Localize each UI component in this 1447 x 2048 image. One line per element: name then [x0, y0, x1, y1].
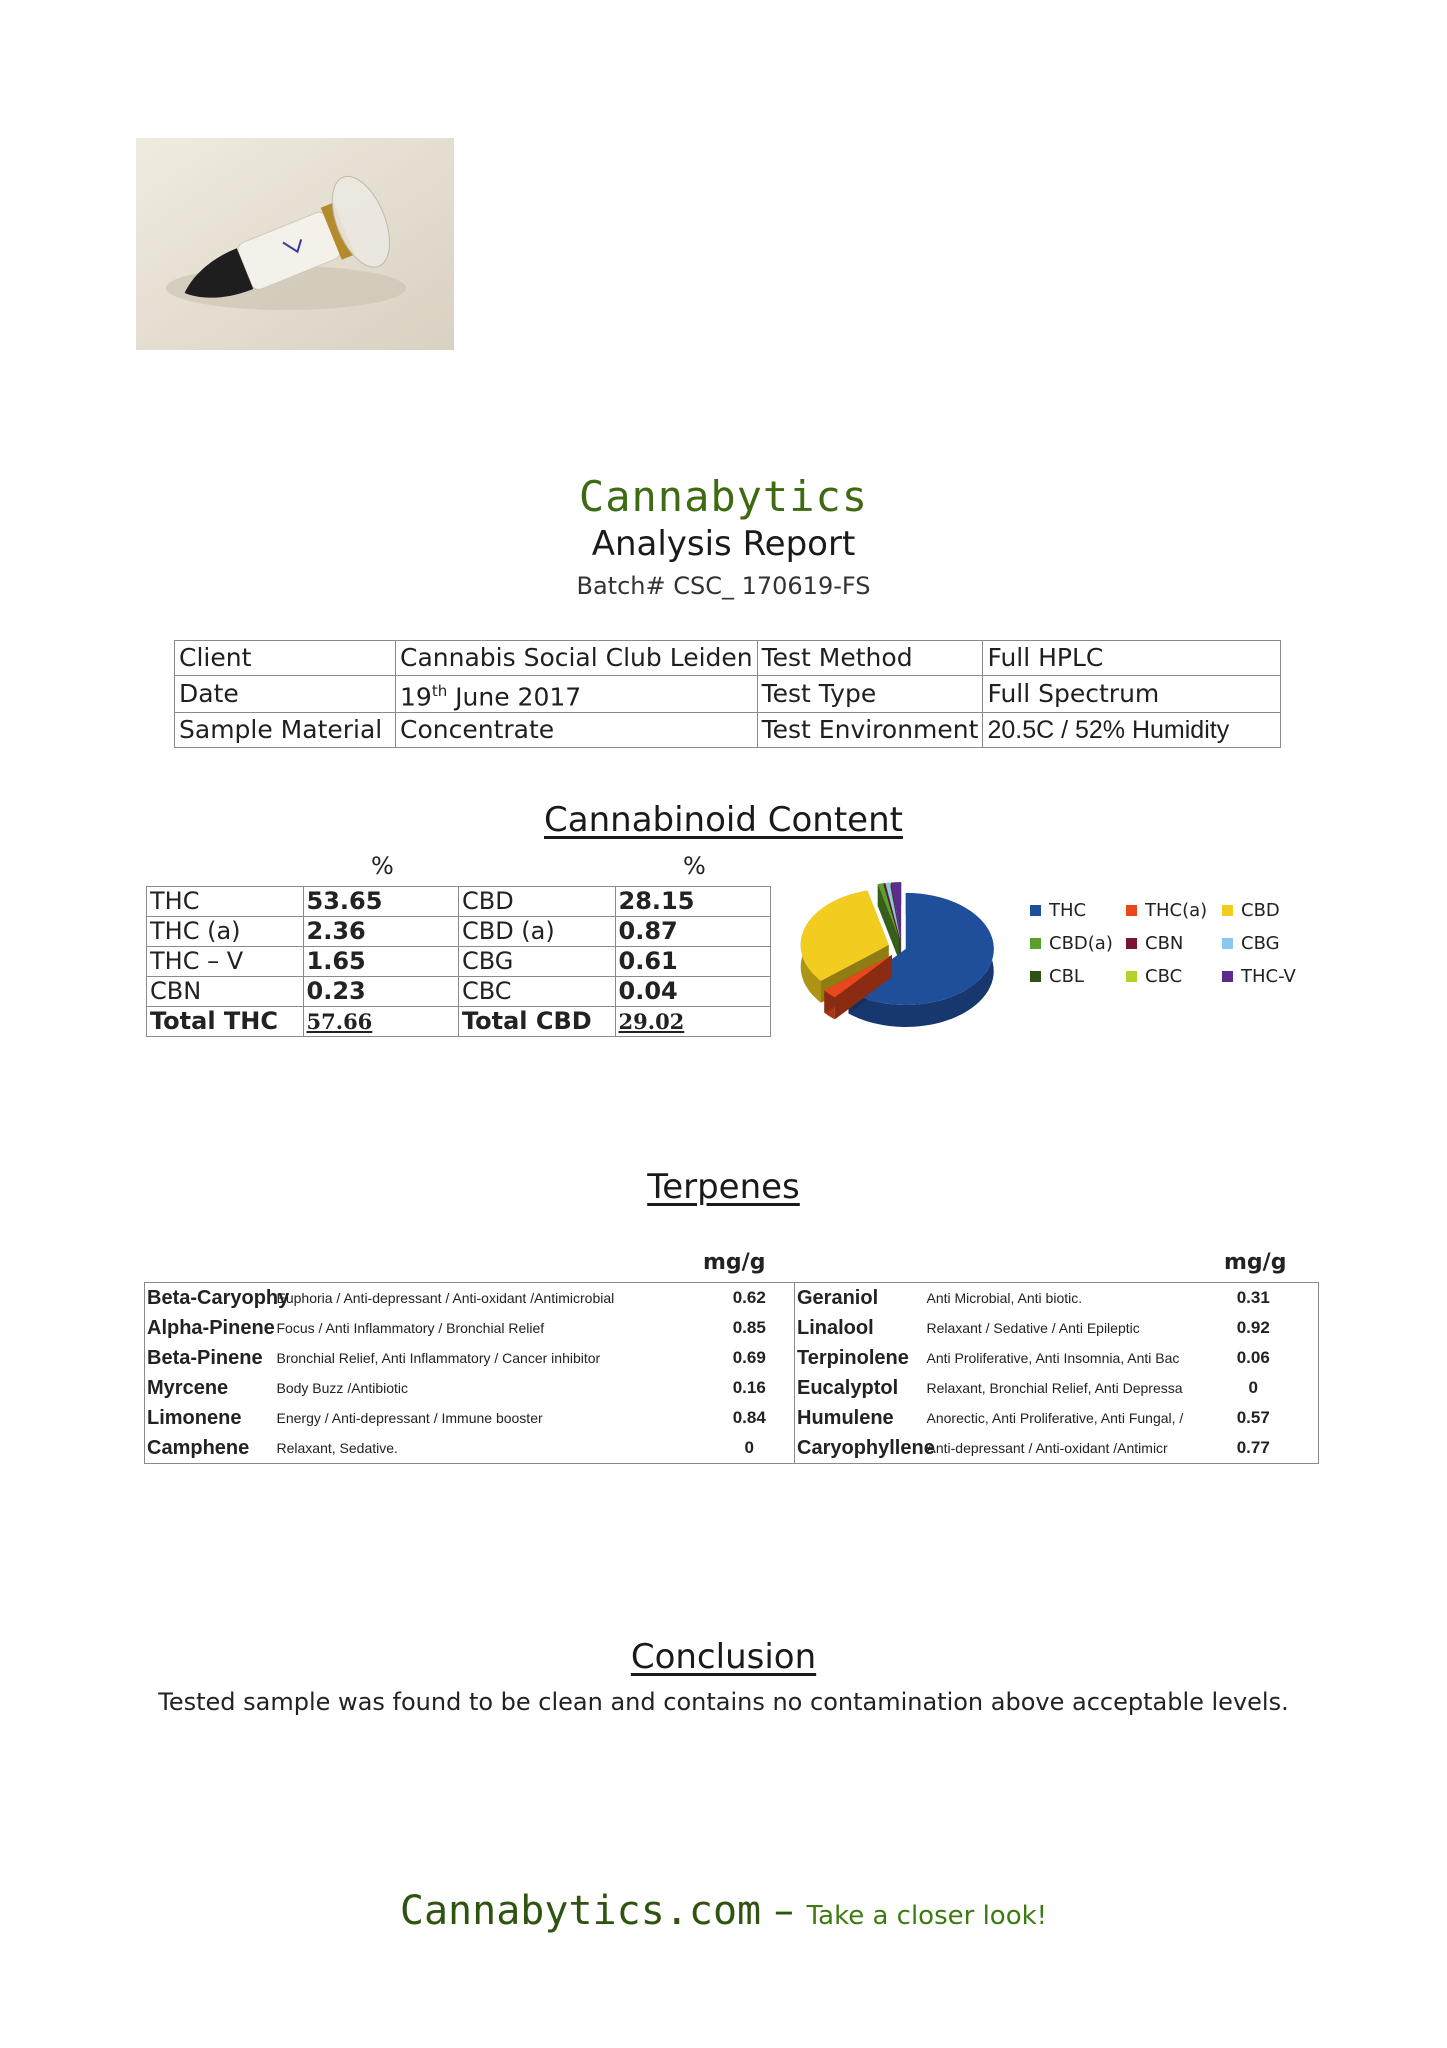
total-thc-label: Total THC: [147, 1007, 304, 1037]
date-value: [396, 676, 758, 713]
terpene-row: [145, 1343, 795, 1373]
conclusion-heading: Conclusion: [630, 1637, 817, 1677]
sample-material-value: Concentrate: [396, 713, 758, 748]
table-row: [147, 947, 771, 977]
unit-header: mg/g: [703, 1250, 766, 1275]
cannabinoid-name: CBG: [458, 947, 615, 977]
cannabinoid-value: 1.65: [303, 947, 458, 977]
terpene-name: Limonene: [147, 1406, 242, 1429]
legend-swatch: [1126, 971, 1137, 982]
terpene-value: 0.16: [732, 1378, 766, 1397]
legend-label: CBL: [1049, 966, 1084, 987]
terpene-value: 0.84: [732, 1408, 766, 1427]
terpene-name: Humulene: [797, 1406, 894, 1429]
terpene-description: Relaxant / Sedative / Anti Epileptic: [926, 1320, 1140, 1336]
cannabinoid-value: 53.65: [303, 887, 458, 917]
terpene-name: Eucalyptol: [797, 1376, 899, 1399]
test-type-value: Full Spectrum: [983, 676, 1281, 713]
terpene-name: Caryophyllene: [797, 1436, 935, 1459]
terpene-description: Bronchial Relief, Anti Inflammatory / Cancer inhibitor: [276, 1350, 601, 1366]
legend-swatch: [1030, 938, 1041, 949]
footer-brand: Cannabytics.com: [399, 1888, 762, 1934]
terpene-description: Euphoria / Anti-depressant / Anti-oxidant /Antimicrobial: [276, 1290, 615, 1306]
client-label: Client: [175, 641, 396, 676]
table-row: [147, 977, 771, 1007]
terpene-name: Alpha-Pinene: [147, 1316, 275, 1339]
sample-info-table: [174, 640, 1281, 748]
terpene-row: [145, 1403, 795, 1433]
terpene-description: Anti Proliferative, Anti Insomnia, Anti Bac: [926, 1350, 1180, 1366]
terpene-value: 0.31: [1236, 1288, 1270, 1307]
terpene-row: [145, 1313, 795, 1343]
terpene-name: Beta-Caryophy: [147, 1286, 290, 1309]
cannabinoid-value: 0.87: [615, 917, 770, 947]
cannabinoid-name: THC: [147, 887, 304, 917]
legend-item: [1030, 933, 1113, 954]
terpene-description: Relaxant, Bronchial Relief, Anti Depressa: [926, 1380, 1183, 1396]
report-title: Analysis Report: [591, 524, 856, 564]
test-method-value: Full HPLC: [983, 641, 1281, 676]
terpene-row: [795, 1373, 1319, 1403]
date-suffix: th: [431, 682, 448, 700]
legend-label: CBD(a): [1049, 933, 1113, 954]
footer-dash: –: [761, 1888, 807, 1934]
legend-item: [1126, 900, 1207, 921]
terpene-description: Anti-depressant / Anti-oxidant /Antimicr: [926, 1440, 1168, 1456]
cannabinoid-value: 2.36: [303, 917, 458, 947]
terpene-value: 0.06: [1236, 1348, 1270, 1367]
terpene-name: Beta-Pinene: [147, 1346, 263, 1369]
terpene-value: 0.57: [1236, 1408, 1270, 1427]
cannabinoid-value: 0.23: [303, 977, 458, 1007]
terpene-row: [145, 1433, 795, 1464]
client-value: Cannabis Social Club Leiden: [396, 641, 758, 676]
date-label: Date: [175, 676, 396, 713]
terpene-row: [795, 1313, 1319, 1343]
test-type-label: Test Type: [757, 676, 983, 713]
terpene-name: Linalool: [797, 1316, 874, 1339]
terpene-description: Anorectic, Anti Proliferative, Anti Fungal, /: [926, 1410, 1184, 1426]
legend-item: [1222, 966, 1296, 987]
table-row: [147, 887, 771, 917]
legend-swatch: [1126, 905, 1137, 916]
total-row: [147, 1007, 771, 1037]
legend-swatch: [1030, 905, 1041, 916]
total-thc-value: 57.66: [303, 1007, 458, 1037]
legend-label: THC-V: [1241, 966, 1296, 987]
terpene-value: 0.69: [732, 1348, 766, 1367]
terpene-description: Body Buzz /Antibiotic: [276, 1380, 409, 1396]
batch-number: Batch# CSC_ 170619-FS: [576, 572, 871, 600]
cannabinoid-name: THC – V: [147, 947, 304, 977]
cannabinoid-name: CBD: [458, 887, 615, 917]
legend-label: THC: [1049, 900, 1087, 921]
percent-header: %: [683, 852, 706, 880]
cannabinoid-value: 0.04: [615, 977, 770, 1007]
conclusion-text: Tested sample was found to be clean and contains no contamination above acceptable levels.: [158, 1688, 1289, 1716]
terpene-name: Myrcene: [147, 1376, 229, 1399]
terpene-description: Energy / Anti-depressant / Immune booster: [276, 1410, 543, 1426]
cannabinoid-value: 0.61: [615, 947, 770, 977]
sample-photo: [136, 138, 454, 350]
total-cbd-label: Total CBD: [458, 1007, 615, 1037]
cannabinoid-name: CBD (a): [458, 917, 615, 947]
terpene-name: Geraniol: [797, 1286, 879, 1309]
unit-header: mg/g: [1224, 1250, 1287, 1275]
terpenes-table-left: [144, 1282, 795, 1464]
legend-item: [1030, 900, 1086, 921]
sample-material-label: Sample Material: [175, 713, 396, 748]
legend-swatch: [1030, 971, 1041, 982]
legend-label: CBC: [1145, 966, 1183, 987]
cannabinoid-name: CBC: [458, 977, 615, 1007]
info-row: [175, 641, 1281, 676]
terpene-name: Terpinolene: [797, 1346, 909, 1369]
legend-label: CBG: [1241, 933, 1280, 954]
date-rest: June 2017: [447, 682, 582, 712]
terpene-row: [145, 1373, 795, 1403]
date-day: 19: [400, 682, 432, 712]
cannabinoid-pie-chart: [790, 870, 1020, 1040]
legend-swatch: [1126, 938, 1137, 949]
terpenes-heading: Terpenes: [647, 1167, 800, 1207]
cannabinoid-value: 28.15: [615, 887, 770, 917]
cannabinoid-name: CBN: [147, 977, 304, 1007]
legend-label: CBN: [1145, 933, 1184, 954]
legend-item: [1126, 966, 1182, 987]
legend-swatch: [1222, 905, 1233, 916]
info-row: [175, 676, 1281, 713]
terpene-description: Relaxant, Sedative.: [276, 1440, 398, 1456]
terpenes-table-right: [794, 1282, 1319, 1464]
info-row: [175, 713, 1281, 748]
terpene-row: [145, 1283, 795, 1314]
percent-header: %: [371, 852, 394, 880]
test-environment-value: 20.5C / 52% Humidity: [983, 713, 1281, 748]
terpene-row: [795, 1283, 1319, 1314]
terpene-value: 0: [744, 1438, 754, 1457]
legend-label: THC(a): [1145, 900, 1208, 921]
terpene-row: [795, 1343, 1319, 1373]
terpene-row: [795, 1403, 1319, 1433]
terpene-value: 0.77: [1236, 1438, 1270, 1457]
cannabinoid-table: [146, 886, 771, 1037]
test-environment-label: Test Environment: [757, 713, 983, 748]
legend-item: [1126, 933, 1183, 954]
total-cbd-value: 29.02: [615, 1007, 770, 1037]
footer-tagline: Take a closer look!: [806, 1901, 1048, 1931]
brand-logo-text: Cannabytics: [578, 472, 869, 521]
legend-label: CBD: [1241, 900, 1280, 921]
terpene-value: 0: [1248, 1378, 1258, 1397]
legend-item: [1222, 933, 1280, 954]
footer: [0, 1888, 1447, 1934]
terpene-row: [795, 1433, 1319, 1464]
terpene-value: 0.62: [732, 1288, 766, 1307]
legend-swatch: [1222, 938, 1233, 949]
terpene-value: 0.92: [1236, 1318, 1270, 1337]
terpene-name: Camphene: [147, 1436, 250, 1459]
test-method-label: Test Method: [757, 641, 983, 676]
legend-swatch: [1222, 971, 1233, 982]
legend-item: [1030, 966, 1084, 987]
cannabinoid-name: THC (a): [147, 917, 304, 947]
table-row: [147, 917, 771, 947]
terpene-value: 0.85: [732, 1318, 766, 1337]
terpene-description: Anti Microbial, Anti biotic.: [926, 1290, 1083, 1306]
legend-item: [1222, 900, 1280, 921]
cannabinoid-heading: Cannabinoid Content: [544, 800, 903, 840]
terpene-description: Focus / Anti Inflammatory / Bronchial Relief: [276, 1320, 545, 1336]
